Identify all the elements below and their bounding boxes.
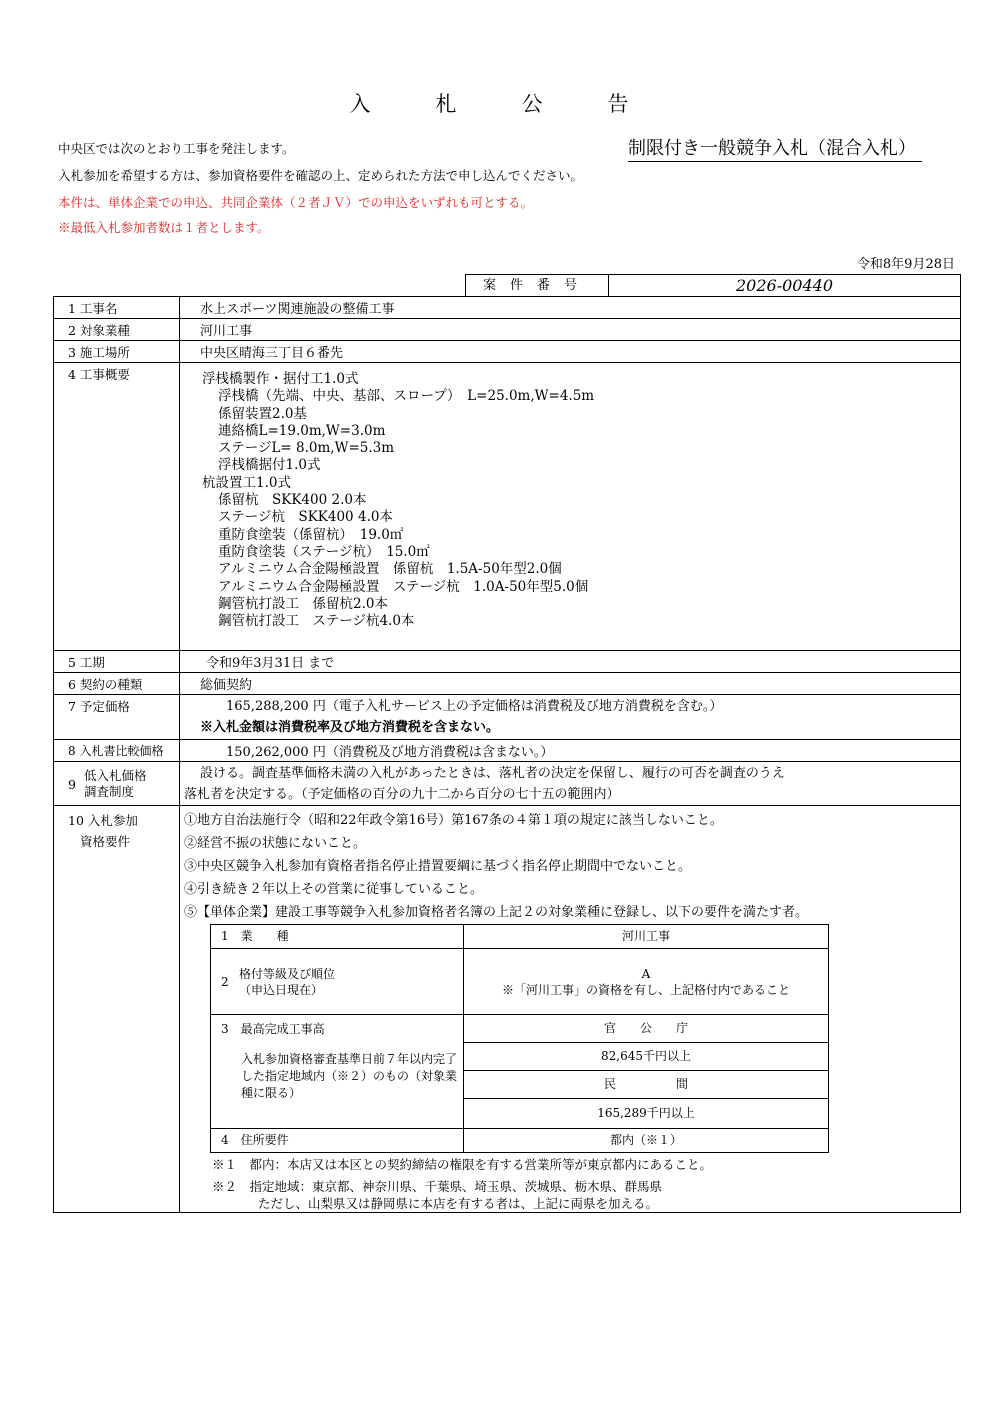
tax-note: ※入札金額は消費税率及び地方消費税を含まない。: [200, 720, 500, 735]
sub-key-cell: [211, 1015, 464, 1129]
overview-line: 浮桟橋製作・据付工1.0式: [202, 371, 359, 387]
page-title: 入 札 公 告: [349, 92, 651, 116]
qualifications-cell: [180, 806, 961, 1213]
requirements-table: [210, 924, 829, 1153]
sub-value: 165,289千円以上: [464, 1099, 829, 1129]
row-comparison-price: [54, 740, 961, 762]
row-overview: [54, 363, 961, 651]
case-number-box: [465, 274, 961, 296]
contract-type: 総価契約: [180, 673, 961, 695]
row-project-name: [54, 297, 961, 319]
overview-line: ステージ杭 SKK400 4.0本: [218, 509, 393, 526]
sub-key: 1 業 種: [211, 925, 464, 949]
row-key-line: 10 入札参加: [68, 813, 138, 828]
intro-line-2: 入札参加を希望する方は、参加資格要件を確認の上、定められた方法で申し込んでください。: [58, 168, 584, 183]
sub-key-line: 格付等級及び順位: [239, 966, 336, 981]
row-location: [54, 341, 961, 363]
note-3: ただし、山梨県又は静岡県に本店を有する者は、上記に両県を加える。: [258, 1196, 659, 1211]
row-key: 7 予定価格: [54, 695, 180, 740]
row-qualifications: [54, 806, 961, 1213]
overview-line: ステージL= 8.0m,W=5.3m: [218, 440, 395, 457]
overview-line: 鋼管杭打設工 係留杭2.0本: [218, 595, 388, 612]
sub-key: 4 住所要件: [211, 1129, 464, 1153]
intro-line-1: 中央区では次のとおり工事を発注します。: [58, 141, 295, 156]
qualification-item: ②経営不振の状態にないこと。: [184, 836, 367, 851]
row-low-bid: [54, 762, 961, 806]
overview-line: アルミニウム合金陽極設置 係留杭 1.5A-50年型2.0個: [218, 561, 562, 578]
sub-key-desc: 入札参加資格審査基準日前７年以内完了した指定地域内（※２）のもの（対象業種に限る）: [241, 1052, 458, 1100]
overview-line: 重防食塗装（ステージ杭） 15.0㎡: [218, 543, 430, 560]
planned-price-cell: [180, 695, 961, 740]
row-key: 1 工事名: [54, 297, 180, 319]
row-key-cell: [54, 806, 180, 1213]
period: 令和9年3月31日 まで: [180, 651, 961, 673]
row-key: 2 対象業種: [54, 319, 180, 341]
row-key-cell: [54, 762, 180, 806]
location: 中央区晴海三丁目６番先: [180, 341, 961, 363]
overview: [180, 363, 961, 651]
row-key: 4 工事概要: [54, 363, 180, 651]
grade: A: [641, 966, 651, 981]
intro-red-line-2: ※最低入札参加者数は１者とします。: [58, 220, 270, 235]
overview-line: 係留杭 SKK400 2.0本: [218, 492, 367, 509]
low-bid-cell: [180, 762, 961, 806]
qualification-item: ④引き続き２年以上その営業に従事していること。: [184, 882, 484, 897]
notice-table: [53, 296, 961, 1213]
row-planned-price: [54, 695, 961, 740]
sub-value: 82,645千円以上: [464, 1043, 829, 1071]
row-period: [54, 651, 961, 673]
case-number: 2026-00440: [735, 276, 834, 295]
overview-line: 鋼管杭打設工 ステージ杭4.0本: [218, 613, 415, 630]
note-1: ※１ 都内：本店又は本区との契約締結の権限を有する営業所等が東京都内にあること。: [212, 1157, 713, 1172]
sub-value-cell: [464, 949, 829, 1015]
qualification-item: ③中央区競争入札参加有資格者指名停止措置要綱に基づく指名停止期間中でないこと。: [184, 859, 692, 874]
row-contract-type: [54, 673, 961, 695]
project-name: 水上スポーツ関連施設の整備工事: [180, 297, 961, 319]
sub-value: 河川工事: [464, 925, 829, 949]
overview-line: 係留装置2.0基: [218, 405, 307, 422]
note-2: ※２ 指定地域：東京都、神奈川県、千葉県、埼玉県、茨城県、栃木県、群馬県: [212, 1179, 663, 1194]
notice-date: 令和8年9月28日: [856, 257, 955, 272]
qualification-item: ⑤【単体企業】建設工事等競争入札参加資格者名簿の上記２の対象業種に登録し、以下の要件を満たす者。: [184, 905, 809, 920]
row-number: 9: [68, 776, 76, 792]
overview-line: アルミニウム合金陽極設置 ステージ杭 1.0A-50年型5.0個: [218, 578, 589, 595]
bidding-method: 制限付き一般競争入札（混合入札）: [628, 134, 922, 162]
sub-key-cell: [211, 949, 464, 1015]
low-bid-line-1: 設ける。調査基準価格未満の入札があったときは、落札者の決定を保留し、履行の可否を調査のうえ: [200, 766, 785, 781]
sub-key-line: （申込日現在）: [239, 982, 324, 997]
grade-note: ※「河川工事」の資格を有し、上記格付内であること: [501, 982, 790, 997]
row-industry: [54, 319, 961, 341]
case-number-label: 案件番号: [466, 275, 609, 296]
overview-line: 杭設置工1.0式: [202, 474, 291, 491]
sub-number: 2: [221, 974, 229, 989]
intro-red-line-1: 本件は、単体企業での申込、共同企業体（２者ＪＶ）での申込をいずれも可とする。: [58, 195, 534, 210]
overview-line: 浮桟橋（先端、中央、基部、スロープ） L=25.0m,W=4.5m: [218, 388, 595, 405]
row-key: 3 施工場所: [54, 341, 180, 363]
sub-value: 民 間: [464, 1071, 829, 1099]
low-bid-line-2: 落札者を決定する。（予定価格の百分の九十二から百分の七十五の範囲内）: [184, 787, 620, 802]
planned-price: 165,288,200 円（電子入札サービス上の予定価格は消費税及び地方消費税を含む。）: [226, 699, 723, 714]
sub-key: 3 最高完成工事高: [221, 1022, 325, 1036]
row-key: 5 工期: [54, 651, 180, 673]
row-key: 8 入札書比較価格: [54, 740, 180, 762]
row-key-line: 低入札価格: [84, 768, 147, 783]
overview-line: 連絡橋L=19.0m,W=3.0m: [218, 422, 386, 439]
overview-line: 重防食塗装（係留杭） 19.0㎡: [218, 526, 404, 543]
comparison-price: 150,262,000 円（消費税及び地方消費税は含まない。）: [180, 740, 961, 762]
qualification-item: ①地方自治法施行令（昭和22年政令第16号）第167条の４第１項の規定に該当しないこと。: [184, 813, 723, 828]
row-key-line: 資格要件: [80, 834, 131, 849]
sub-value: 官 公 庁: [464, 1015, 829, 1043]
industry: 河川工事: [180, 319, 961, 341]
row-key-line: 調査制度: [84, 784, 135, 799]
overview-line: 浮桟橋据付1.0式: [218, 457, 321, 474]
row-key: 6 契約の種類: [54, 673, 180, 695]
sub-value: 都内（※１）: [464, 1129, 829, 1153]
